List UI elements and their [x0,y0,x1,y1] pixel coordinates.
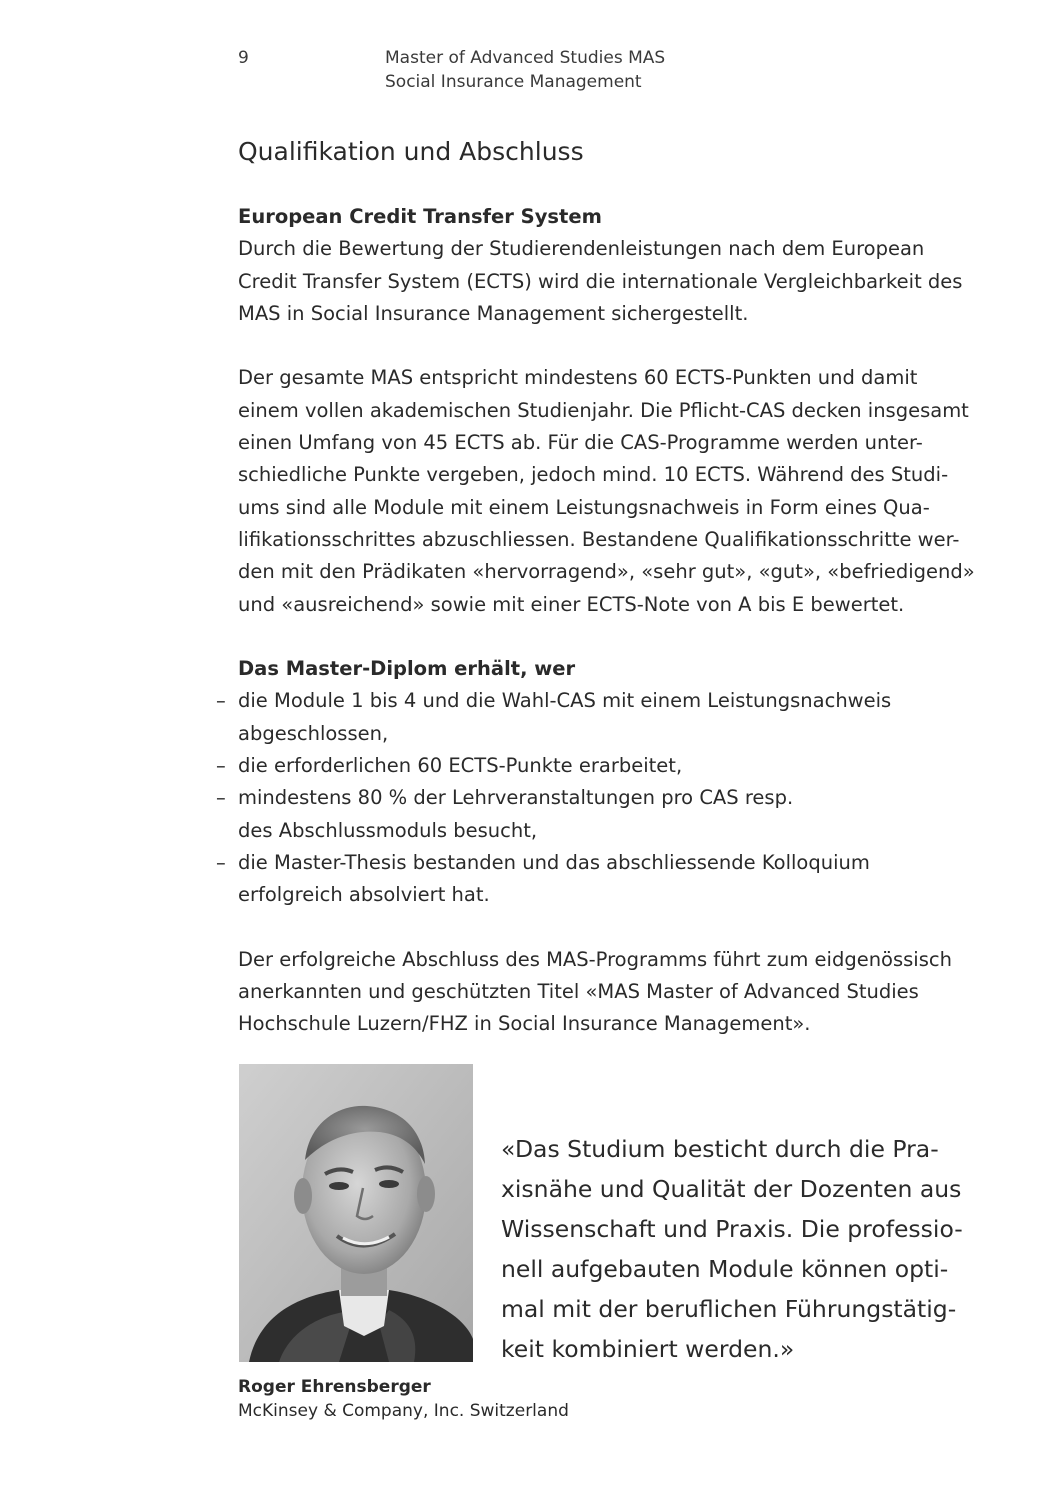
ects-paragraph-1 [238,233,978,330]
dash-bullet: – [216,850,226,874]
list-item [216,750,978,782]
text-line: Credit Transfer System (ECTS) wird die internationale Vergleichbarkeit des [238,269,963,293]
text-line: anerkannten und geschützten Titel «MAS Master of Advanced Studies [238,980,919,1004]
text-line: Der gesamte MAS entspricht mindestens 60 ECTS-Punkten und damit [238,366,918,390]
person-company: McKinsey & Company, Inc. Switzerland [238,1401,569,1421]
person-name: Roger Ehrensberger [238,1377,431,1397]
diploma-requirements-list [216,685,978,911]
text-line: und «ausreichend» sowie mit einer ECTS-Note von A bis E bewertet. [238,592,905,616]
text-line: des Abschlussmoduls besucht, [238,818,538,842]
ects-heading: European Credit Transfer System [238,205,602,228]
text-line: den mit den Prädikaten «hervorragend», «sehr gut», «gut», «befriedigend» [238,560,975,584]
text-line: abgeschlossen, [238,721,389,745]
quote-line: nell aufgebauten Module können opti- [501,1255,949,1283]
quote-line: mal mit der beruflichen Führungstätig- [501,1295,957,1323]
text-line: einem vollen akademischen Studienjahr. Die Pflicht-CAS decken insgesamt [238,398,969,422]
dash-bullet: – [216,786,226,810]
text-line: MAS in Social Insurance Management sichergestellt. [238,301,749,325]
diploma-heading: Das Master-Diplom erhält, wer [238,657,576,681]
running-header-line: Social Insurance Management [385,72,642,92]
text-line: einen Umfang von 45 ECTS ab. Für die CAS-Programme werden unter- [238,431,923,455]
dash-bullet: – [216,754,226,778]
dash-bullet: – [216,689,226,713]
text-line: Der erfolgreiche Abschluss des MAS-Programms führt zum eidgenössisch [238,947,952,971]
running-header [385,46,665,94]
quote-line: keit kombiniert werden.» [501,1335,795,1363]
page-number: 9 [238,48,249,68]
list-item [216,685,978,750]
text-line: die Master-Thesis bestanden und das abschliessende Kolloquium [238,850,870,874]
conclusion-paragraph [238,944,978,1041]
text-line: erfolgreich absolviert hat. [238,883,490,907]
text-line: schiedliche Punkte vergeben, jedoch mind. 10 ECTS. Während des Studi- [238,463,949,487]
list-item [216,847,978,912]
text-line: die Module 1 bis 4 und die Wahl-CAS mit einem Leistungsnachweis [238,689,892,713]
text-line: mindestens 80 % der Lehrveranstaltungen pro CAS resp. [238,786,794,810]
ects-paragraph-2 [238,362,978,620]
quote-line: «Das Studium besticht durch die Pra- [501,1135,939,1163]
main-text [216,201,978,1041]
quote-line: xisnähe und Qualität der Dozenten aus [501,1175,962,1203]
text-line: lifikationsschrittes abzuschliessen. Bestandene Qualifikationsschritte wer- [238,527,960,551]
text-line: die erforderlichen 60 ECTS-Punkte erarbeitet, [238,754,683,778]
running-header-line: Master of Advanced Studies MAS [385,48,666,68]
section-title: Qualifikation und Abschluss [238,137,584,166]
text-line: Hochschule Luzern/FHZ in Social Insurance Management». [238,1012,811,1036]
quote-line: Wissenschaft und Praxis. Die professio- [501,1215,963,1243]
text-line: Durch die Bewertung der Studierendenleistungen nach dem European [238,237,925,261]
portrait-photo [239,1064,473,1362]
photo-caption [238,1375,569,1423]
testimonial-quote [501,1129,963,1369]
list-item [216,782,978,847]
text-line: ums sind alle Module mit einem Leistungsnachweis in Form eines Qua- [238,495,930,519]
